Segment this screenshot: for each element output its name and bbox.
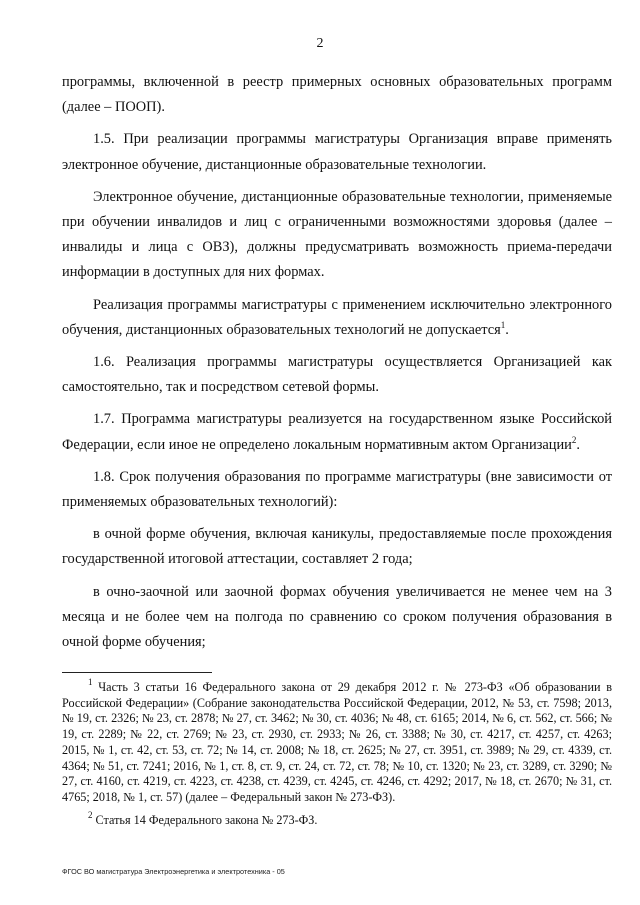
paragraph-1-6: 1.6. Реализация программы магистратуры осуществляется Организацией как самостоятельно, так и посредством сетевой формы. bbox=[62, 354, 612, 396]
paragraph-1-5: 1.5. При реализации программы магистратуры Организация вправе применять электронное обучение, дистанционные образовательные технологии. bbox=[62, 131, 612, 173]
footnote-1 bbox=[62, 677, 613, 806]
footnote-divider bbox=[62, 672, 212, 673]
page-footer: ФГОС ВО магистратура Электроэнергетика и электротехника - 05 bbox=[62, 867, 285, 876]
paragraph-text: 1.7. Программа магистратуры реализуется на государственном языке Российской Федерации, если иное не определено локальным нормативным актом Организации bbox=[62, 411, 612, 453]
footnote-text: Часть 3 статьи 16 Федерального закона от 29 декабря 2012 г. № 273-ФЗ «Об образовании в Российской Федерации» (Собрание законодательства Российской Федерации, 2012, № 53, ст. 7598; 2013, № 19, ст. 2326; № 23, ст. 2878; № 27, ст. 3462; № 30, ст. 4036; № 48, ст. 6165; 2014, № 6, ст. 562, ст. 566; № 19, ст. 2289; № 22, ст. 2769; № 23, ст. 2930, ст. 2933; № 26, ст. 3388; № 30, ст. 4217, ст. 4257, ст. 4263; 2015, № 1, ст. 42, ст. 53, ст. 72; № 14, ст. 2008; № 18, ст. 2625; № 27, ст. 3951, ст. 3989; № 29, ст. 4339, ст. 4364; № 51, ст. 7241; 2016, № 1, ст. 8, ст. 9, ст. 24, ст. 72, ст. 78; № 10, ст. 1320; № 23, ст. 3289, ст. 3290; № 27, ст. 4160, ст. 4219, ст. 4223, ст. 4238, ст. 4239, ст. 4245, ст. 4246, ст. 4292; 2017, № 18, ст. 2670; № 31, ст. 4765; 2018, № 1, ст. 57) (далее – Федеральный закон № 273-ФЗ). bbox=[62, 680, 613, 804]
footnote-mark: 2 bbox=[88, 810, 93, 820]
footnote-text: Статья 14 Федерального закона № 273-ФЗ. bbox=[95, 813, 318, 827]
paragraph-full-time: в очной форме обучения, включая каникулы, предоставляемые после прохождения государственной итоговой аттестации, составляет 2 года; bbox=[62, 526, 612, 568]
page-number: 2 bbox=[316, 36, 324, 51]
paragraph-part-time: в очно-заочной или заочной формах обучения увеличивается не менее чем на 3 месяца и не более чем на полгода по сравнению со сроком получения образования в очной форме обучения; bbox=[62, 583, 612, 651]
paragraph-exclusive-e-learning: Реализация программы магистратуры с применением исключительно электронного обучения, дистанционных образовательных технологий не допускается$^1$. bbox=[62, 296, 612, 338]
paragraph-1-7: 1.7. Программа магистратуры реализуется на государственном языке Российской Федерации, если иное не определено локальным нормативным актом Организации$^2$. bbox=[62, 411, 612, 453]
paragraph-1-8: 1.8. Срок получения образования по программе магистратуры (вне зависимости от применяемых образовательных технологий): bbox=[62, 468, 612, 511]
footnote-ref-1: 1 bbox=[500, 319, 506, 330]
footnote-2 bbox=[62, 810, 612, 829]
main-text bbox=[62, 70, 612, 662]
paragraph-e-learning-ovz: Электронное обучение, дистанционные образовательные технологии, применяемые при обучении инвалидов и лиц с ограниченными возможностями здоровья (далее – инвалиды и лица с ОВЗ), должны предусматривать возможность приема-передачи информации в доступных для них формах. bbox=[62, 188, 612, 281]
paragraph-continuation: программы, включенной в реестр примерных основных образовательных программ (далее – ПООП). bbox=[62, 74, 612, 116]
paragraph-text: Реализация программы магистратуры с применением исключительно электронного обучения, дистанционных образовательных технологий не допускается bbox=[62, 296, 612, 338]
footnote-mark: 1 bbox=[88, 677, 93, 687]
footnote-ref-2: 2 bbox=[571, 434, 577, 445]
